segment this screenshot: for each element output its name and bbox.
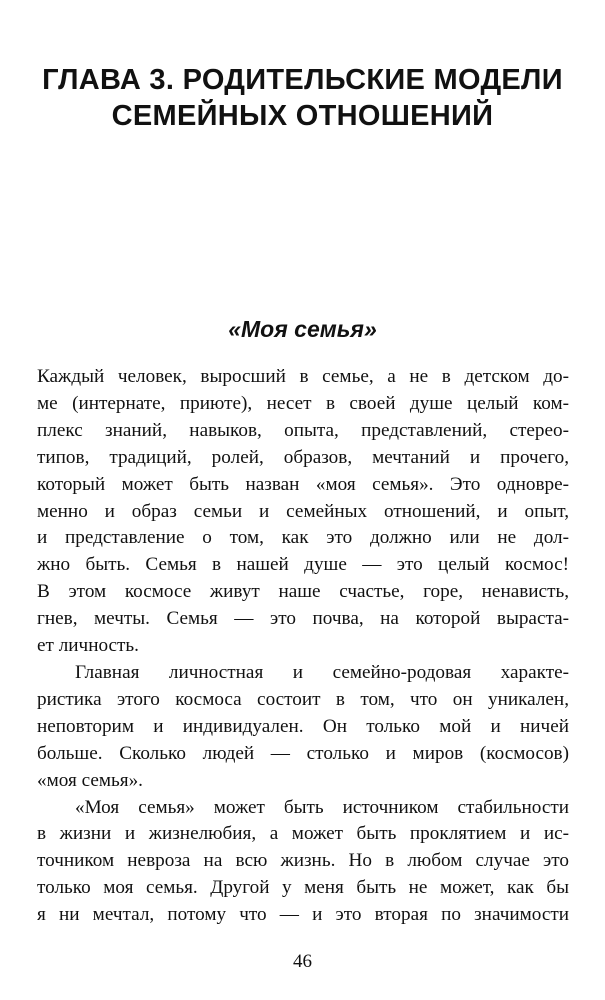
text-line: точником невроза на всю жизнь. Но в любом случае это [37,850,569,872]
text-line: Каждый человек, выросший в семье, а не в детском до- [37,366,569,387]
text-line: я ни мечтал, потому что — и это вторая по значимости [37,904,569,926]
text-line: жно быть. Семья в нашей душе — это целый космос! [37,554,569,576]
body-text [37,364,569,929]
text-line: и представление о том, как это должно или не дол- [37,527,569,549]
paragraph-3 [37,795,569,930]
text-line: ме (интернате, приюте), несет в своей душе целый ком- [37,392,569,414]
text-line: гнев, мечты. Семья — это почва, на которой выраста- [37,608,569,630]
text-line: плекс знаний, навыков, опыта, представлений, стерео- [37,419,569,441]
text-line: «Моя семья» может быть источником стабильности [75,796,569,818]
paragraph-1 [37,364,569,660]
text-line: Главная личностная и семейно-родовая характе- [75,661,569,683]
text-line: только моя семья. Другой у меня быть не может, как бы [37,877,569,899]
text-line: ристика этого космоса состоит в том, что он уникален, [37,688,569,710]
text-line: «моя семья». [37,769,143,791]
text-line: неповторим и индивидуален. Он только мой и ничей [37,715,569,737]
text-line: который может быть назван «моя семья». Это одновре- [37,473,569,495]
chapter-title-line-2: СЕМЕЙНЫХ ОТНОШЕНИЙ [111,100,494,132]
page-number: 46 [293,951,312,972]
chapter-title-line-1: ГЛАВА 3. РОДИТЕЛЬСКИЕ МОДЕЛИ [42,64,563,96]
text-line: менно и образ семьи и семейных отношений, и опыт, [37,500,569,522]
paragraph-2 [37,660,569,795]
text-line: В этом космосе живут наше счастье, горе, ненависть, [37,581,569,603]
text-line: ет личность. [37,635,139,657]
text-line: типов, традиций, ролей, образов, мечтаний и прочего, [37,446,569,468]
section-title: «Моя семья» [228,316,377,342]
chapter-title [0,62,605,134]
text-line: в жизни и жизнелюбия, а может быть проклятием и ис- [37,823,569,845]
text-line: больше. Сколько людей — столько и миров (космосов) [37,742,569,764]
